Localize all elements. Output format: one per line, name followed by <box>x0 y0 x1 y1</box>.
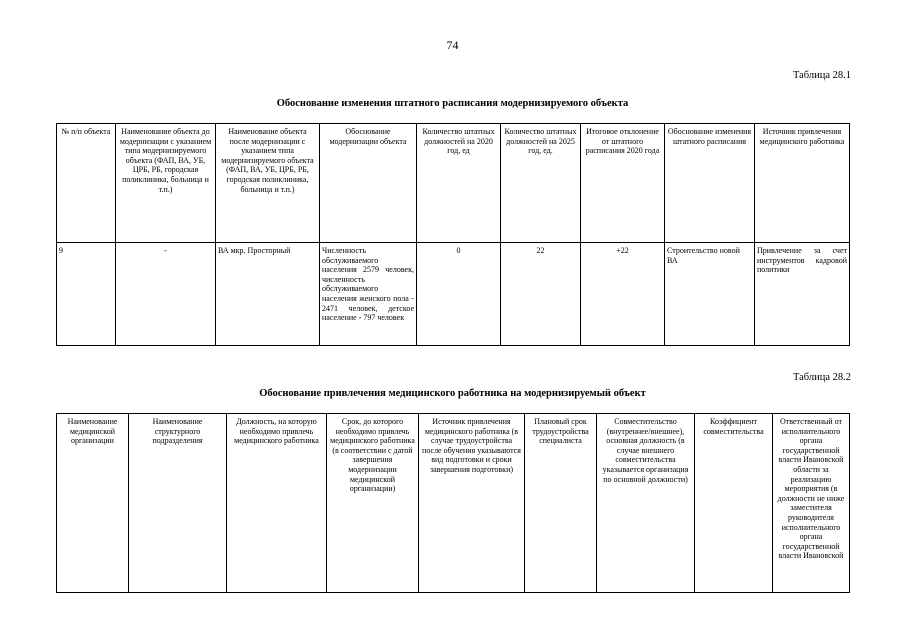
cell-change-reason: Строительство новой ВА <box>665 243 755 346</box>
header-object-before: Наименование объекта до модернизации с указанием типа модернизируемого объекта (ФАП, ВА, УБ, ЦРБ, РБ, городская поликлиника, больница и т.п.) <box>116 124 216 243</box>
cell-object-after: ВА мкр. Просторный <box>216 243 320 346</box>
table-1-title: Обоснование изменения штатного расписания модернизируемого объекта <box>276 98 629 109</box>
header-structural-unit: Наименование структурного подразделения <box>129 414 227 593</box>
header-part-time-coefficient: Коэффициент совместительства <box>695 414 773 593</box>
header-object-number: № п/п объекта <box>57 124 116 243</box>
staffing-justification-table <box>56 123 850 346</box>
header-change-reason: Обоснование изменения штатного расписания <box>665 124 755 243</box>
table-2-title: Обоснование привлечения медицинского работника на модернизируемый объект <box>259 388 646 399</box>
cell-justification: Численность обслуживаемого населения 2579 человек, численность обслуживаемого населения женского пола - 2471 человек, детское население - 797 человек <box>320 243 417 346</box>
header-responsible-official: Ответственный от исполнительного органа государственной власти Ивановской области за реализацию мероприятия (в должности не ниже заместителя руководителя исполнительного органа государственной власти Ивановской <box>773 414 850 593</box>
header-staff-2025: Количество штатных должностей на 2025 год, ед. <box>501 124 581 243</box>
header-deadline: Срок, до которого необходимо привлечь медицинского работника (в соответствии с датой завершения модернизации медицинской организации) <box>327 414 419 593</box>
header-worker-source: Источник привлечения медицинского работника <box>755 124 850 243</box>
header-medical-organization: Наименование медицинской организации <box>57 414 129 593</box>
cell-object-before: - <box>116 243 216 346</box>
cell-staff-2025: 22 <box>501 243 581 346</box>
table-header-row <box>57 124 850 243</box>
header-recruitment-source: Источник привлечения медицинского работника (в случае трудоустройства после обучения указываются вид подготовки и сроки завершения подготовки) <box>419 414 525 593</box>
header-deviation: Итоговое отклонение от штатного расписания 2020 года <box>581 124 665 243</box>
header-planned-employment-date: Плановый срок трудоустройства специалиста <box>525 414 597 593</box>
header-position: Должность, на которую необходимо привлечь медицинского работника <box>227 414 327 593</box>
worker-recruitment-table <box>56 413 850 593</box>
header-object-after: Наименование объекта после модернизации с указанием типа модернизируемого объекта (ФАП, ВА, УБ, ЦРБ, РБ, городская поликлиника, больница и т.п.) <box>216 124 320 243</box>
page-number: 74 <box>446 38 459 52</box>
table-1-label: Таблица 28.1 <box>792 70 851 81</box>
table-header-row <box>57 414 850 593</box>
cell-object-number: 9 <box>57 243 116 346</box>
header-modernization-justification: Обоснование модернизации объекта <box>320 124 417 243</box>
cell-deviation: +22 <box>581 243 665 346</box>
table-2-label: Таблица 28.2 <box>792 372 851 383</box>
header-staff-2020: Количество штатных должностей на 2020 год, ед <box>417 124 501 243</box>
cell-staff-2020: 0 <box>417 243 501 346</box>
table-row <box>57 243 850 346</box>
header-part-time: Совместительство (внутреннее/внешнее), основная должность (в случае внешнего совместительства указывается организация по основной должности) <box>597 414 695 593</box>
cell-worker-source: Привлечение за счет инструментов кадровой политики <box>755 243 850 346</box>
